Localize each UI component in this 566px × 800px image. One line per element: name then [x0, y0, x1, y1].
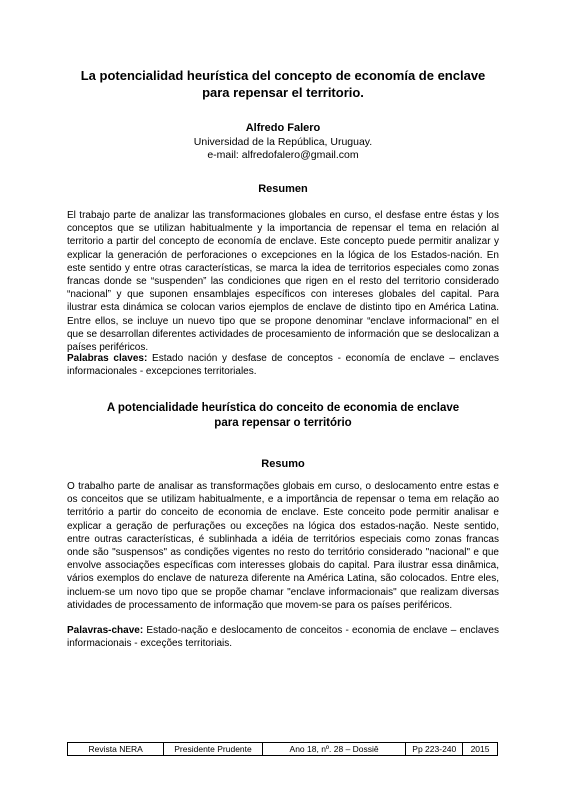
footer-year: 2015: [463, 743, 498, 756]
title-pt-line2: para repensar o território: [214, 417, 352, 429]
abstract-heading-pt: Resumo: [261, 458, 305, 470]
footer-city: Presidente Prudente: [164, 743, 262, 756]
keywords-pt-label: Palavras-chave:: [67, 625, 144, 636]
keywords-pt: [67, 624, 499, 650]
author-name: Alfredo Falero: [245, 122, 321, 134]
title-pt-line1: A potencialidade heurística do conceito de economia de enclave: [106, 402, 460, 414]
title-es-line2: para repensar el territorio.: [202, 85, 364, 100]
keywords-pt-text: Estado-nação e deslocamento de conceitos - economia de enclave – enclaves informacionais - exceções territoriais.: [67, 625, 499, 650]
author-affiliation: Universidad de la República, Uruguay.: [193, 136, 373, 148]
keywords-es: [67, 352, 499, 378]
footer-table: [67, 742, 498, 756]
paper-title-es: [60, 67, 506, 101]
footer-journal: Revista NERA: [68, 743, 164, 756]
footer-pages: Pp 223-240: [406, 743, 463, 756]
keywords-es-label: Palabras claves:: [67, 353, 148, 364]
abstract-es: El trabajo parte de analizar las transformaciones globales en curso, el desfase entre éstas y los conceptos que se utilizan habitualmente y la importancia de repensar el tema en relación al territorio a partir del concepto de economía de enclave. Este concepto puede permitir analizar y explicar la generación de perforaciones o excepciones en la lógica de los Estados-nación. En este sentido y entre otras características, se marca la idea de territorios especiales como zonas francas donde se “suspenden” las condiciones que rigen en el resto del territorio considerado “nacional” y que suponen ensamblajes específicos con intereses globales del capital. Para ilustrar esta dinámica se colocan varios ejemplos de enclave de distinto tipo en América Latina. Entre ellos, se incluye un nuevo tipo que se propone denominar “enclave informacional” en el que se desarrollan diferentes actividades de procesamiento de información que se deslocalizan a países periféricos.: [67, 210, 499, 354]
paper-title-pt: [60, 401, 506, 431]
abstract-pt: O trabalho parte de analisar as transformações globais em curso, o deslocamento entre estas e os conceitos que se utilizam habitualmente, e a importância de repensar o tema em relação ao território a partir do conceito de economia de enclave. Este conceito pode permitir analisar e explicar a geração de perfurações ou exceções na lógica dos estados-nação. Neste sentido, entre outras características, é sublinhada a idéia de territórios especiais como zonas francas onde são "suspensos" as condições vigentes no resto do território considerado "nacional" e que envolve associações específicas com interesses globais do capital. Para ilustrar essa dinâmica, vários exemplos do enclave de natureza diferente na América Latina, são colocados. Entre eles, incluem-se um novo tipo que se propõe chamar "enclave informacionais" que realizam diversas atividades de processamento de informação que movem-se para os países periféricos.: [67, 481, 499, 611]
footer-row: [68, 743, 498, 756]
footer-issue: Ano 18, nº. 28 – Dossiê: [262, 743, 406, 756]
keywords-es-text: Estado nación y desfase de conceptos - economía de enclave – enclaves informacionales - excepciones territoriales.: [67, 353, 500, 378]
abstract-heading-es: Resumen: [258, 183, 308, 195]
title-es-line1: La potencialidad heurística del concepto de economía de enclave: [80, 68, 486, 83]
author-email: e-mail: alfredofalero@gmail.com: [207, 149, 359, 161]
